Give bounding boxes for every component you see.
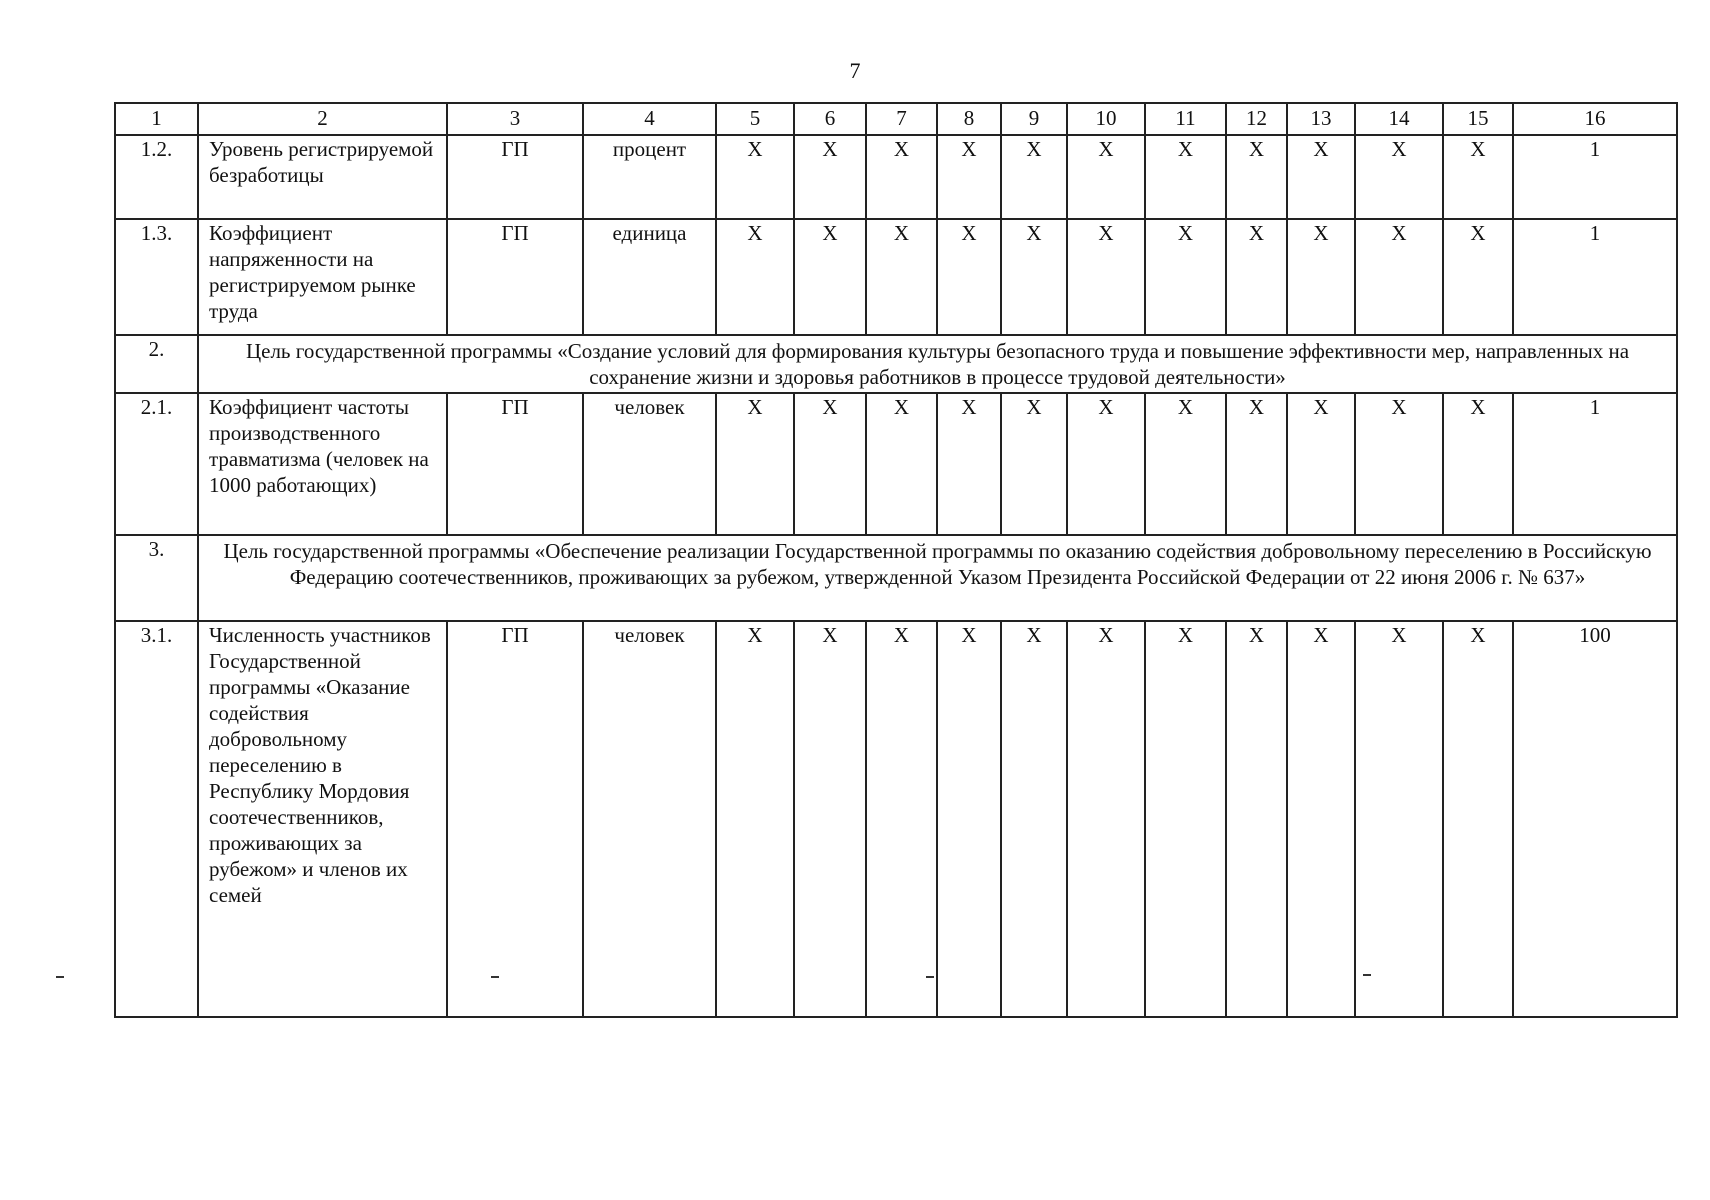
goal-row: [115, 335, 1677, 393]
x-mark-cell: X: [1145, 135, 1226, 219]
unit-cell: человек: [583, 393, 716, 535]
indicators-table: [114, 102, 1678, 1018]
x-mark-cell: X: [1226, 393, 1287, 535]
column-header: 11: [1145, 103, 1226, 135]
x-mark-cell: X: [1443, 135, 1513, 219]
x-mark-cell: X: [1067, 135, 1145, 219]
column-header: 13: [1287, 103, 1355, 135]
x-mark-cell: X: [1355, 393, 1443, 535]
column-header: 15: [1443, 103, 1513, 135]
x-mark-cell: X: [1226, 621, 1287, 1017]
table-row: [115, 621, 1677, 1017]
target-value-cell: 100: [1513, 621, 1677, 1017]
indicator-name: Численность участников Государственной программы «Оказание содействия добровольному переселению в Республику Мордовия соотечественников, проживающих за рубежом» и членов их семей: [198, 621, 447, 1017]
x-mark-cell: X: [1001, 621, 1067, 1017]
column-header: 5: [716, 103, 794, 135]
indicator-name: Коэффициент напряженности на регистрируемом рынке труда: [198, 219, 447, 335]
x-mark-cell: X: [1355, 621, 1443, 1017]
row-number: 2.1.: [115, 393, 198, 535]
x-mark-cell: X: [1287, 135, 1355, 219]
unit-cell: человек: [583, 621, 716, 1017]
target-value-cell: 1: [1513, 135, 1677, 219]
x-mark-cell: X: [716, 621, 794, 1017]
x-mark-cell: X: [716, 135, 794, 219]
row-number: 3.1.: [115, 621, 198, 1017]
x-mark-cell: X: [937, 135, 1001, 219]
x-mark-cell: X: [1226, 135, 1287, 219]
indicator-type: ГП: [447, 393, 583, 535]
x-mark-cell: X: [937, 393, 1001, 535]
x-mark-cell: X: [866, 219, 937, 335]
row-number: 2.: [115, 335, 198, 393]
column-header: 2: [198, 103, 447, 135]
x-mark-cell: X: [1355, 135, 1443, 219]
x-mark-cell: X: [1443, 621, 1513, 1017]
x-mark-cell: X: [794, 393, 866, 535]
column-header: 12: [1226, 103, 1287, 135]
x-mark-cell: X: [1287, 621, 1355, 1017]
indicator-type: ГП: [447, 621, 583, 1017]
unit-cell: единица: [583, 219, 716, 335]
scan-mark: [491, 976, 499, 978]
x-mark-cell: X: [1001, 219, 1067, 335]
table-row: [115, 393, 1677, 535]
goal-text: Цель государственной программы «Создание условий для формирования культуры безопасного труда и повышение эффективности мер, направленных на сохранение жизни и здоровья работников в процессе трудовой деятельности»: [198, 335, 1677, 393]
column-header: 7: [866, 103, 937, 135]
x-mark-cell: X: [716, 219, 794, 335]
x-mark-cell: X: [1145, 393, 1226, 535]
x-mark-cell: X: [794, 135, 866, 219]
target-value-cell: 1: [1513, 219, 1677, 335]
scan-mark: [56, 976, 64, 978]
scan-mark: [926, 976, 934, 978]
x-mark-cell: X: [937, 219, 1001, 335]
column-header: 3: [447, 103, 583, 135]
x-mark-cell: X: [1067, 621, 1145, 1017]
x-mark-cell: X: [1145, 621, 1226, 1017]
x-mark-cell: X: [1287, 393, 1355, 535]
x-mark-cell: X: [866, 393, 937, 535]
column-header: 10: [1067, 103, 1145, 135]
x-mark-cell: X: [937, 621, 1001, 1017]
column-header: 14: [1355, 103, 1443, 135]
column-header: 16: [1513, 103, 1677, 135]
row-number: 1.2.: [115, 135, 198, 219]
table-header-row: [115, 103, 1677, 135]
goal-text: Цель государственной программы «Обеспечение реализации Государственной программы по оказанию содействия добровольному переселению в Российскую Федерацию соотечественников, проживающих за рубежом, утвержденной Указом Президента Российской Федерации от 22 июня 2006 г. № 637»: [198, 535, 1677, 621]
x-mark-cell: X: [866, 621, 937, 1017]
goal-row: [115, 535, 1677, 621]
indicator-type: ГП: [447, 219, 583, 335]
indicator-type: ГП: [447, 135, 583, 219]
x-mark-cell: X: [1067, 219, 1145, 335]
x-mark-cell: X: [1001, 393, 1067, 535]
table-row: [115, 135, 1677, 219]
x-mark-cell: X: [716, 393, 794, 535]
column-header: 8: [937, 103, 1001, 135]
column-header: 4: [583, 103, 716, 135]
row-number: 1.3.: [115, 219, 198, 335]
page-number: 7: [849, 58, 861, 83]
x-mark-cell: X: [1443, 393, 1513, 535]
x-mark-cell: X: [1355, 219, 1443, 335]
x-mark-cell: X: [1067, 393, 1145, 535]
x-mark-cell: X: [866, 135, 937, 219]
table-row: [115, 219, 1677, 335]
x-mark-cell: X: [1287, 219, 1355, 335]
x-mark-cell: X: [1001, 135, 1067, 219]
x-mark-cell: X: [794, 219, 866, 335]
target-value-cell: 1: [1513, 393, 1677, 535]
x-mark-cell: X: [1443, 219, 1513, 335]
column-header: 6: [794, 103, 866, 135]
column-header: 9: [1001, 103, 1067, 135]
x-mark-cell: X: [794, 621, 866, 1017]
scan-mark: [1363, 974, 1371, 976]
x-mark-cell: X: [1145, 219, 1226, 335]
x-mark-cell: X: [1226, 219, 1287, 335]
indicator-name: Уровень регистрируемой безработицы: [198, 135, 447, 219]
column-header: 1: [115, 103, 198, 135]
row-number: 3.: [115, 535, 198, 621]
unit-cell: процент: [583, 135, 716, 219]
indicator-name: Коэффициент частоты производственного травматизма (человек на 1000 работающих): [198, 393, 447, 535]
